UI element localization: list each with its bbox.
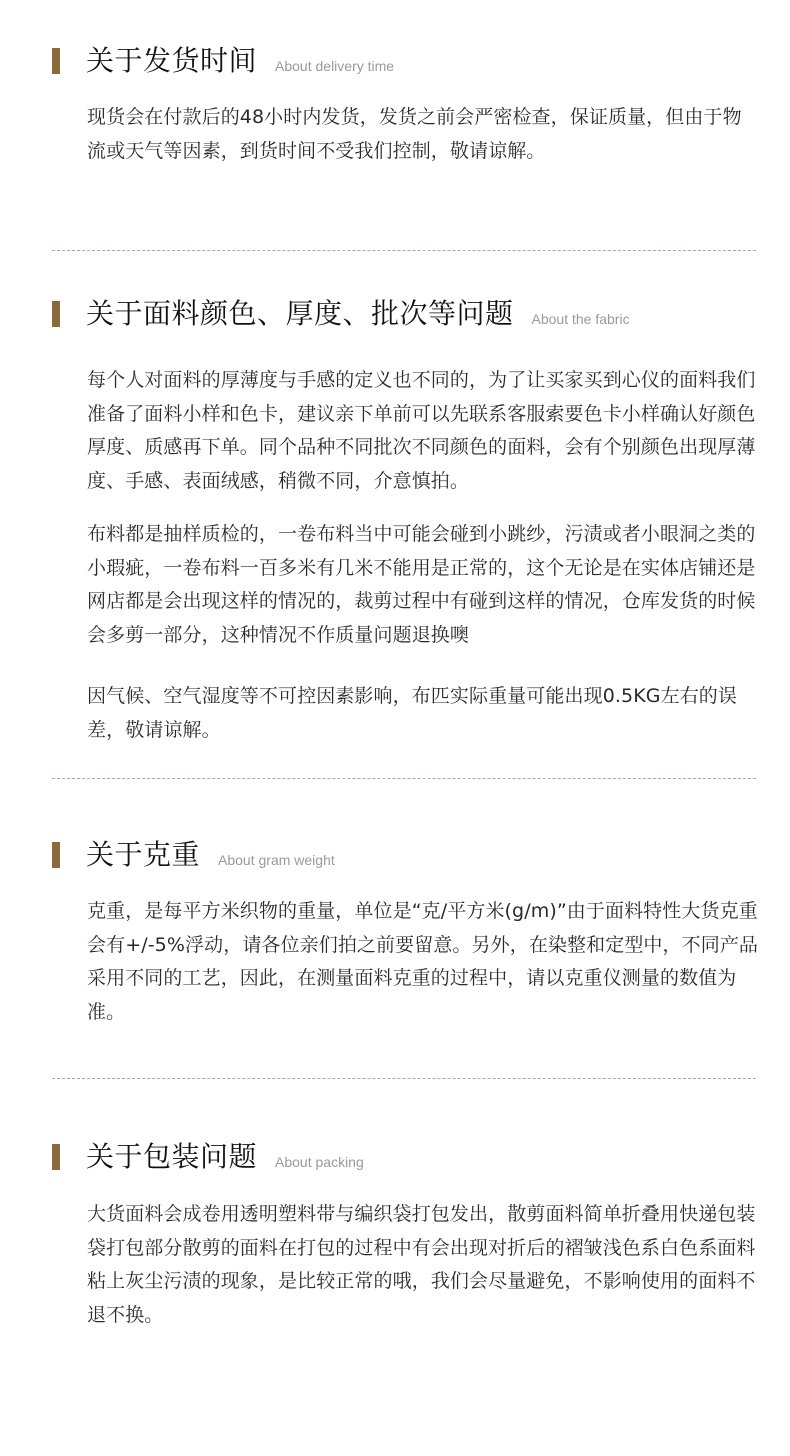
paragraph: 每个人对面料的厚薄度与手感的定义也不同的，为了让买家买到心仪的面料我们准备了面料小样和色卡，建议亲下单前可以先联系客服索要色卡小样确认好颜色厚度、质感再下单。同个品种不同批次不同颜色的面料，会有个别颜色出现厚薄度、手感、表面绒感，稍微不同，介意慎拍。 xyxy=(87,369,756,492)
paragraph: 克重，是每平方米织物的重量，单位是“克/平方米(g/m)”由于面料特性大货克重会有+/-5%浮动，请各位亲们拍之前要留意。另外，在染整和定型中，不同产品采用不同的工艺，因此，在测量面料克重的过程中，请以克重仪测量的数值为准。 xyxy=(87,900,759,1023)
heading-accent-bar xyxy=(52,48,60,74)
section-heading-delivery xyxy=(52,44,394,78)
section-divider xyxy=(52,778,756,779)
section-divider xyxy=(52,250,756,251)
section-divider xyxy=(52,1078,756,1079)
paragraph: 布料都是抽样质检的，一卷布料当中可能会碰到小跳纱，污渍或者小眼洞之类的小瑕疵，一卷布料一百多米有几米不能用是正常的，这个无论是在实体店铺还是网店都是会出现这样的情况的，裁剪过程中有碰到这样的情况，仓库发货的时候会多剪一部分，这种情况不作质量问题退换噢 xyxy=(87,523,756,646)
heading-subtitle: About gram weight xyxy=(218,852,335,868)
heading-title: 关于克重 xyxy=(86,838,201,871)
heading-accent-bar xyxy=(52,301,60,327)
heading-title: 关于发货时间 xyxy=(86,44,258,77)
paragraph: 大货面料会成卷用透明塑料带与编织袋打包发出，散剪面料简单折叠用快递包装袋打包部分散剪的面料在打包的过程中有会出现对折后的褶皱浅色系白色系面料粘上灰尘污渍的现象，是比较正常的哦，我们会尽量避免，不影响使用的面料不退不换。 xyxy=(87,1203,756,1326)
section-heading-fabric xyxy=(52,297,630,331)
paragraph: 因气候、空气湿度等不可控因素影响，布匹实际重量可能出现0.5KG左右的误差，敬请谅解。 xyxy=(87,685,738,741)
heading-accent-bar xyxy=(52,1144,60,1170)
heading-title: 关于包装问题 xyxy=(86,1140,258,1173)
section-heading-packing xyxy=(52,1140,364,1174)
paragraph: 现货会在付款后的48小时内发货，发货之前会严密检查，保证质量，但由于物流或天气等因素，到货时间不受我们控制，敬请谅解。 xyxy=(87,106,742,162)
heading-accent-bar xyxy=(52,842,60,868)
heading-title: 关于面料颜色、厚度、批次等问题 xyxy=(86,297,514,330)
section-heading-gram-weight xyxy=(52,838,335,872)
heading-subtitle: About the fabric xyxy=(531,311,630,327)
heading-subtitle: About delivery time xyxy=(275,58,395,74)
heading-subtitle: About packing xyxy=(275,1154,364,1170)
